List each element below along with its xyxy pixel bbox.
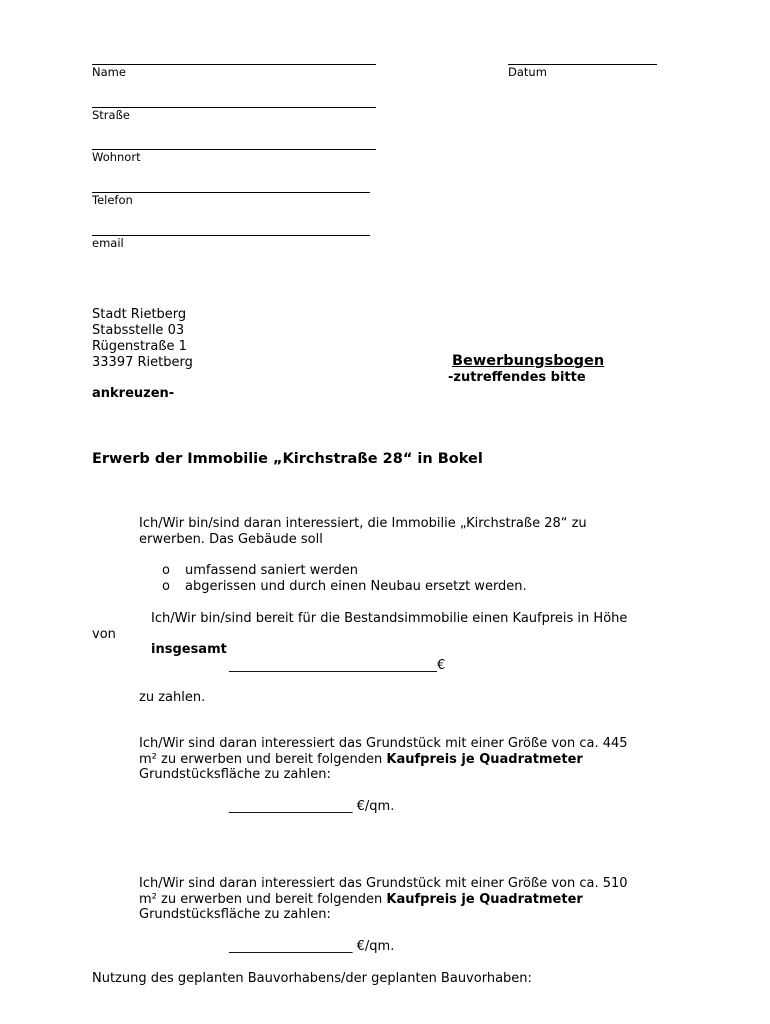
option-3-line-2-text: m² zu erwerben und bereit folgenden: [139, 892, 387, 907]
price-blank[interactable]: ________________________________€: [229, 658, 446, 673]
strasse-label: Straße: [92, 108, 130, 122]
name-label: Name: [92, 65, 126, 79]
address-line-3: Rügenstraße 1: [92, 339, 187, 354]
form-title: Bewerbungsbogen: [452, 353, 605, 369]
price-von: von: [92, 627, 116, 642]
nutzung-label: Nutzung des geplanten Bauvorhabens/der geplanten Bauvorhaben:: [92, 971, 532, 986]
option-3-blank[interactable]: ___________________ €/qm.: [229, 939, 395, 954]
sub-marker-2[interactable]: o: [162, 579, 170, 594]
strasse-line[interactable]: [92, 107, 376, 108]
telefon-label: Telefon: [92, 193, 133, 207]
address-line-2: Stabsstelle 03: [92, 323, 185, 338]
option-2-blank[interactable]: ___________________ €/qm.: [229, 799, 395, 814]
option-3-line-2: [139, 892, 583, 908]
page-heading: Erwerb der Immobilie „Kirchstraße 28“ in Bokel: [92, 451, 483, 467]
option-1-line-1: Ich/Wir bin/sind daran interessiert, die Immobilie „Kirchstraße 28“ zu: [139, 516, 587, 531]
option-2-line-2-bold: Kaufpreis je Quadratmeter: [386, 752, 583, 767]
price-line-1: Ich/Wir bin/sind bereit für die Bestandsimmobilie einen Kaufpreis in Höhe: [151, 611, 628, 626]
instruction-part-1: -zutreffendes bitte: [448, 370, 586, 385]
email-label: email: [92, 236, 124, 250]
option-3-line-2-bold: Kaufpreis je Quadratmeter: [386, 892, 583, 907]
datum-label: Datum: [508, 65, 547, 79]
option-2-line-1: Ich/Wir sind daran interessiert das Grundstück mit einer Größe von ca. 445: [139, 736, 628, 751]
wohnort-label: Wohnort: [92, 150, 141, 164]
option-3-line-3: Grundstücksfläche zu zahlen:: [139, 907, 331, 922]
price-insgesamt: insgesamt: [151, 642, 227, 657]
option-1-line-2: erwerben. Das Gebäude soll: [139, 532, 323, 547]
sub-option-rebuild: abgerissen und durch einen Neubau ersetzt werden.: [185, 579, 527, 594]
instruction-part-2: ankreuzen-: [92, 386, 175, 401]
price-zu-zahlen: zu zahlen.: [139, 690, 206, 705]
option-2-line-2: [139, 752, 583, 768]
sub-option-renovate: umfassend saniert werden: [185, 563, 359, 578]
sub-marker-1[interactable]: o: [162, 563, 170, 578]
email-line[interactable]: [92, 235, 370, 236]
option-3-line-1: Ich/Wir sind daran interessiert das Grundstück mit einer Größe von ca. 510: [139, 876, 628, 891]
name-line[interactable]: [92, 64, 376, 65]
address-line-4: 33397 Rietberg: [92, 355, 193, 370]
option-2-line-2-text: m² zu erwerben und bereit folgenden: [139, 752, 387, 767]
telefon-line[interactable]: [92, 192, 370, 193]
option-2-line-3: Grundstücksfläche zu zahlen:: [139, 767, 331, 782]
address-line-1: Stadt Rietberg: [92, 307, 187, 322]
